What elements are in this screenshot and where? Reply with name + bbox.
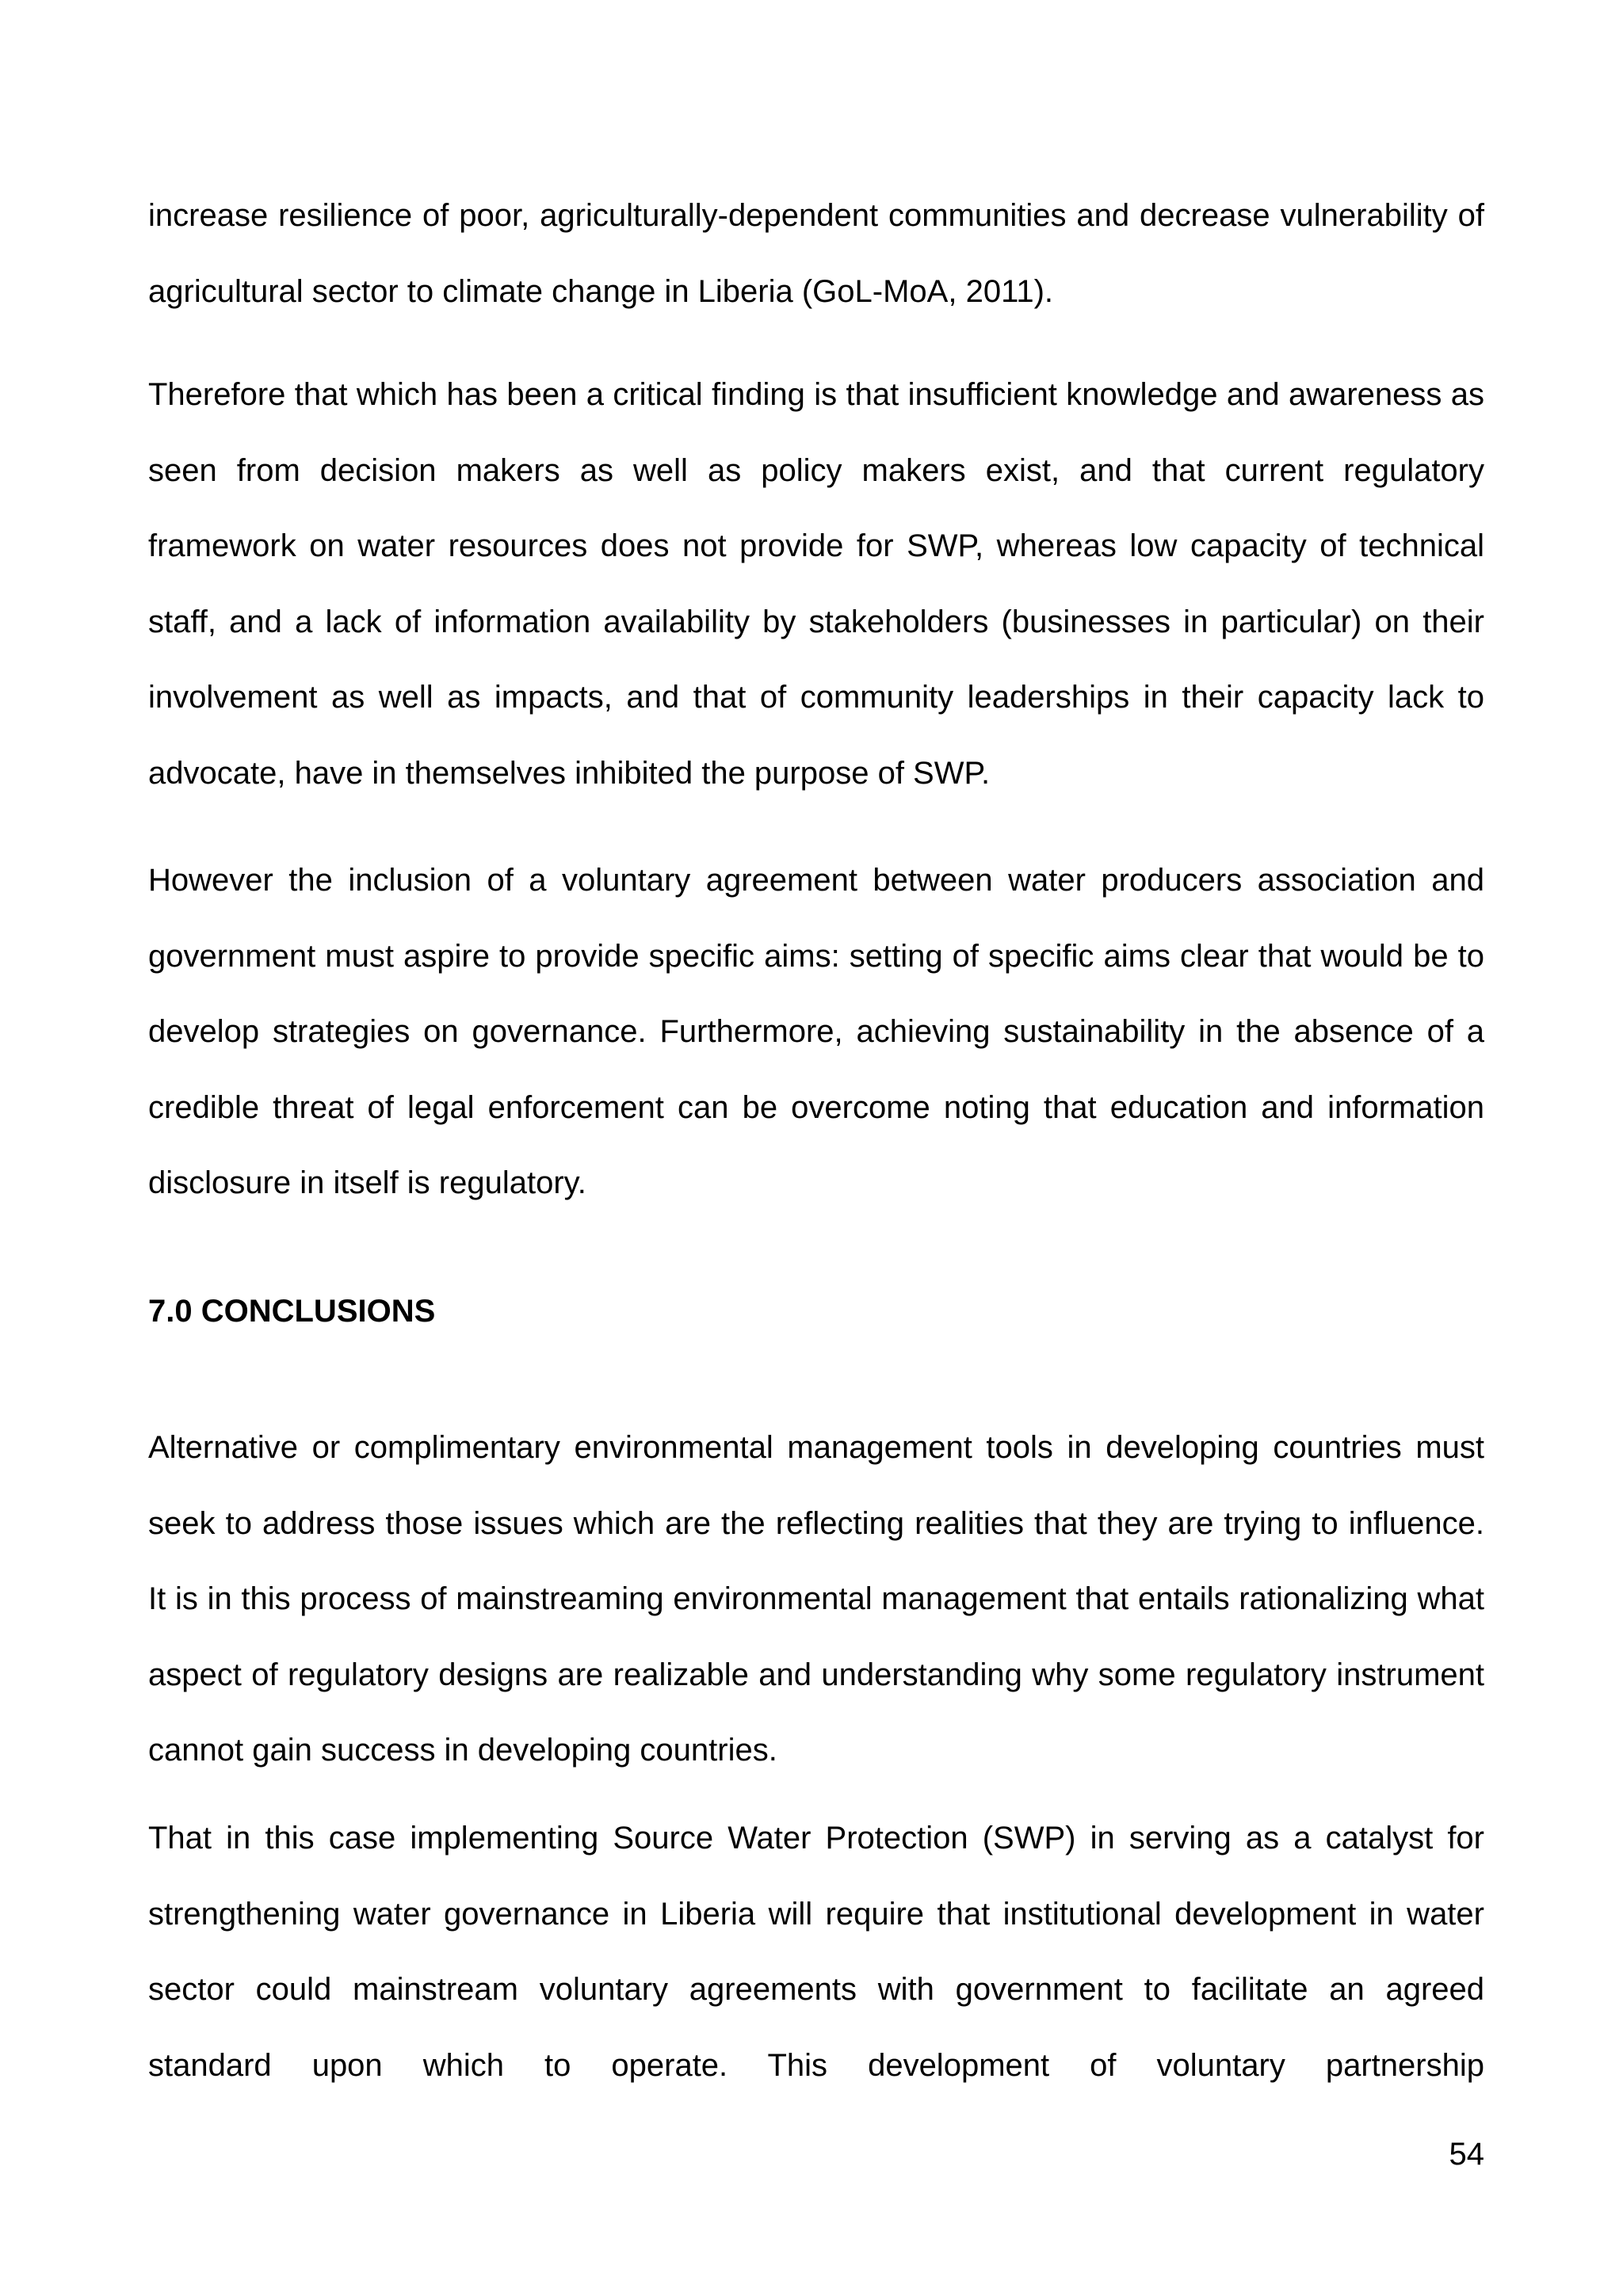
conclusion-paragraph-2: That in this case implementing Source Water Protection (SWP) in serving as a catalyst for strengthening water governance in Liberia will require that institutional development in water sector could mainstream voluntary agreements with government to facilitate an agreed standard upon which to operate. This development of voluntary partnership (148, 1821, 1484, 2083)
body-paragraph-2: Therefore that which has been a critical finding is that insufficient knowledge and awareness as seen from decision makers as well as policy makers exist, and that current regulatory framework on water resources does not provide for SWP, whereas low capacity of technical staff, and a lack of information availability by stakeholders (businesses in particular) on their involvement as well as impacts, and that of community leaderships in their capacity lack to advocate, have in themselves inhibited the purpose of SWP. (148, 377, 1484, 791)
body-paragraph-3: However the inclusion of a voluntary agreement between water producers association and government must aspire to provide specific aims: setting of specific aims clear that would be to develop strategies on governance. Furthermore, achieving sustainability in the absence of a credible threat of legal enforcement can be overcome noting that education and information disclosure in itself is regulatory. (148, 863, 1484, 1200)
conclusion-paragraph-1: Alternative or complimentary environmental management tools in developing countries must seek to address those issues which are the reflecting realities that they are trying to influence. It is in this process of mainstreaming environmental management that entails rationalizing what aspect of regulatory designs are realizable and understanding why some regulatory instrument cannot gain success in developing countries. (148, 1430, 1484, 1768)
page-number: 54 (1449, 2137, 1484, 2172)
body-paragraph-1: increase resilience of poor, agriculturally-dependent communities and decrease vulnerability of agricultural sector to climate change in Liberia (GoL-MoA, 2011). (148, 198, 1484, 309)
section-heading: 7.0 CONCLUSIONS (148, 1294, 436, 1329)
